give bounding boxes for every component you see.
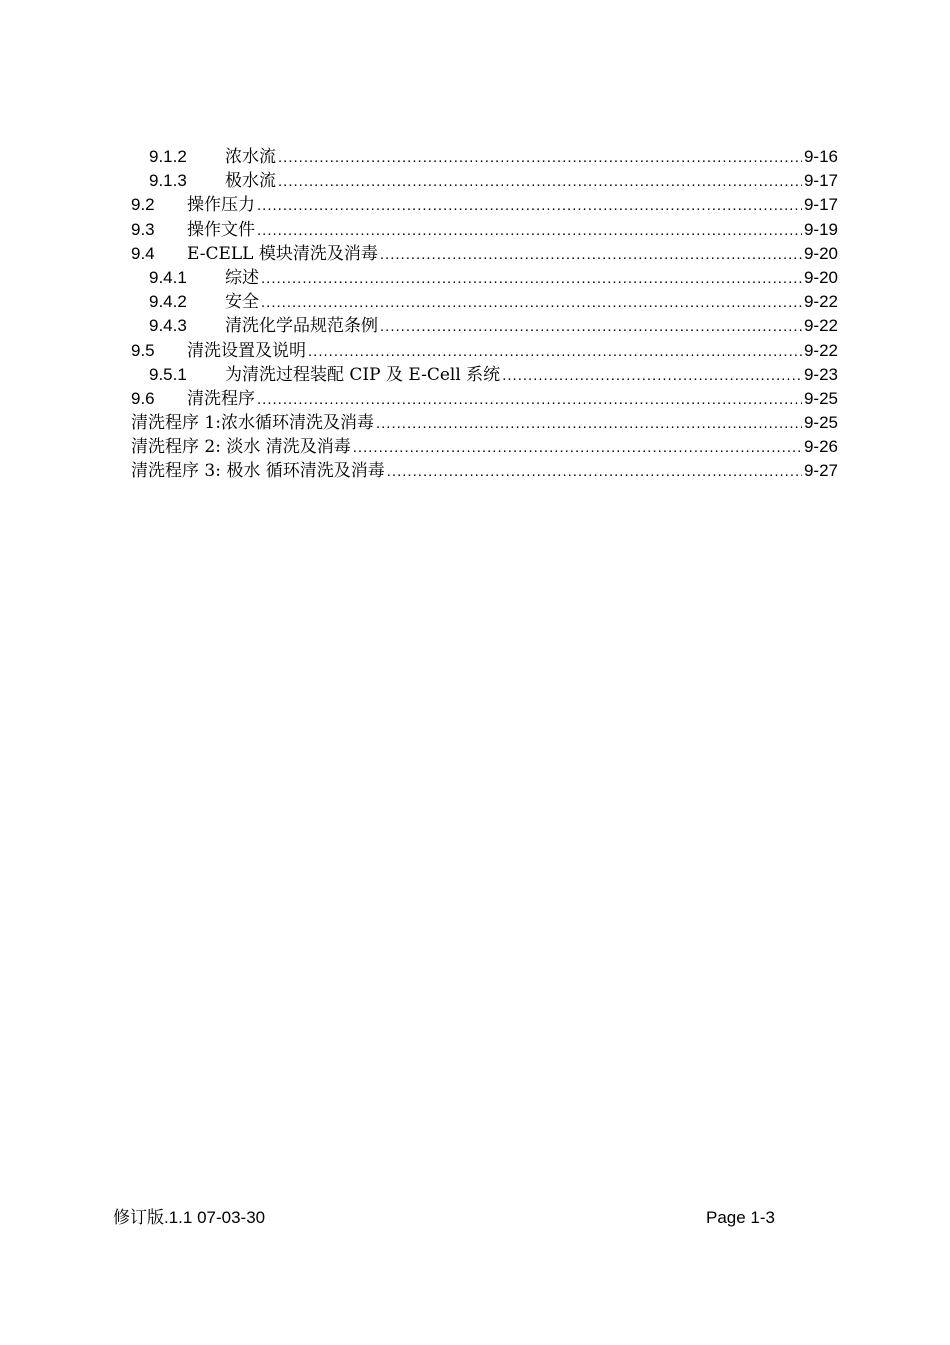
toc-entry[interactable] bbox=[131, 435, 838, 459]
toc-entry-number: 9.1.3 bbox=[149, 171, 187, 191]
toc-dot-leader bbox=[278, 146, 802, 170]
table-of-contents bbox=[131, 145, 838, 484]
toc-entry-number: 9.3 bbox=[131, 219, 155, 239]
toc-dot-leader bbox=[261, 267, 802, 291]
toc-entry-number: 9.2 bbox=[131, 195, 155, 215]
toc-entry-page: 9-25 bbox=[803, 413, 838, 433]
toc-entry-title: 清洗程序 1:浓水循环清洗及消毒 bbox=[131, 413, 374, 434]
toc-entry-page: 9-22 bbox=[803, 292, 838, 312]
toc-entry-number: 9.1.2 bbox=[149, 147, 187, 166]
toc-entry-number: 9.4.2 bbox=[149, 292, 187, 312]
toc-entry-number: 9.4.1 bbox=[149, 267, 187, 287]
toc-dot-leader bbox=[353, 436, 802, 460]
toc-entry-title: 安全 bbox=[225, 292, 259, 313]
toc-entry[interactable] bbox=[131, 459, 838, 483]
toc-entry-number: 9.4 bbox=[131, 243, 155, 263]
toc-entry-page: 9-17 bbox=[803, 195, 838, 215]
toc-entry[interactable] bbox=[131, 266, 838, 290]
toc-entry-number: 9.5 bbox=[131, 340, 155, 360]
toc-dot-leader bbox=[387, 460, 802, 484]
toc-entry[interactable] bbox=[131, 193, 838, 217]
toc-entry[interactable] bbox=[131, 339, 838, 363]
toc-entry-page: 9-20 bbox=[803, 267, 838, 287]
toc-entry[interactable] bbox=[131, 218, 838, 242]
toc-entry-title: 清洗程序 2: 淡水 清洗及消毒 bbox=[131, 437, 351, 458]
toc-entry[interactable] bbox=[131, 169, 838, 193]
toc-dot-leader bbox=[257, 194, 802, 218]
toc-entry-title: 极水流 bbox=[225, 171, 276, 192]
toc-entry-title: 为清洗过程装配 CIP 及 E-Cell 系统 bbox=[225, 364, 501, 385]
toc-dot-leader bbox=[278, 170, 802, 194]
toc-entry-number: 9.5.1 bbox=[149, 364, 187, 384]
footer-page-number: Page 1-3 bbox=[706, 1208, 775, 1227]
toc-dot-leader bbox=[257, 388, 802, 412]
toc-entry[interactable] bbox=[131, 363, 838, 387]
toc-entry[interactable] bbox=[131, 387, 838, 411]
toc-entry-page: 9-22 bbox=[803, 340, 838, 360]
toc-entry-title: 操作文件 bbox=[187, 219, 255, 240]
toc-dot-leader bbox=[261, 291, 802, 315]
toc-entry[interactable] bbox=[131, 314, 838, 338]
toc-entry-title: 清洗程序 3: 极水 循环清洗及消毒 bbox=[131, 461, 385, 482]
toc-entry-page: 9-17 bbox=[803, 171, 838, 191]
toc-entry-title: 清洗化学品规范条例 bbox=[225, 316, 378, 337]
toc-entry-title: 清洗设置及说明 bbox=[187, 340, 306, 361]
toc-entry-number: 9.4.3 bbox=[149, 316, 187, 336]
toc-entry[interactable] bbox=[131, 145, 838, 169]
toc-entry[interactable] bbox=[131, 242, 838, 266]
toc-dot-leader bbox=[376, 412, 802, 436]
toc-entry-page: 9-19 bbox=[803, 219, 838, 239]
toc-entry-page: 9-22 bbox=[803, 316, 838, 336]
toc-dot-leader bbox=[380, 315, 802, 339]
toc-entry-page: 9-16 bbox=[803, 147, 838, 166]
toc-entry-title: 操作压力 bbox=[187, 195, 255, 216]
toc-dot-leader bbox=[502, 364, 802, 388]
toc-entry[interactable] bbox=[131, 290, 838, 314]
toc-entry-title: 综述 bbox=[225, 267, 259, 288]
toc-entry-page: 9-27 bbox=[803, 461, 838, 481]
toc-dot-leader bbox=[257, 219, 802, 243]
toc-entry-page: 9-23 bbox=[803, 364, 838, 384]
toc-entry-title: 浓水流 bbox=[225, 147, 276, 167]
toc-dot-leader bbox=[380, 243, 802, 267]
footer-revision: 修订版.1.1 07-03-30 bbox=[113, 1208, 266, 1227]
toc-entry-number: 9.6 bbox=[131, 388, 155, 408]
toc-dot-leader bbox=[308, 340, 802, 364]
toc-entry[interactable] bbox=[131, 411, 838, 435]
toc-entry-page: 9-20 bbox=[803, 243, 838, 263]
toc-entry-title: 清洗程序 bbox=[187, 388, 255, 409]
toc-entry-page: 9-26 bbox=[803, 437, 838, 457]
toc-entry-title: E-CELL 模块清洗及消毒 bbox=[187, 243, 378, 264]
toc-entry-page: 9-25 bbox=[803, 388, 838, 408]
